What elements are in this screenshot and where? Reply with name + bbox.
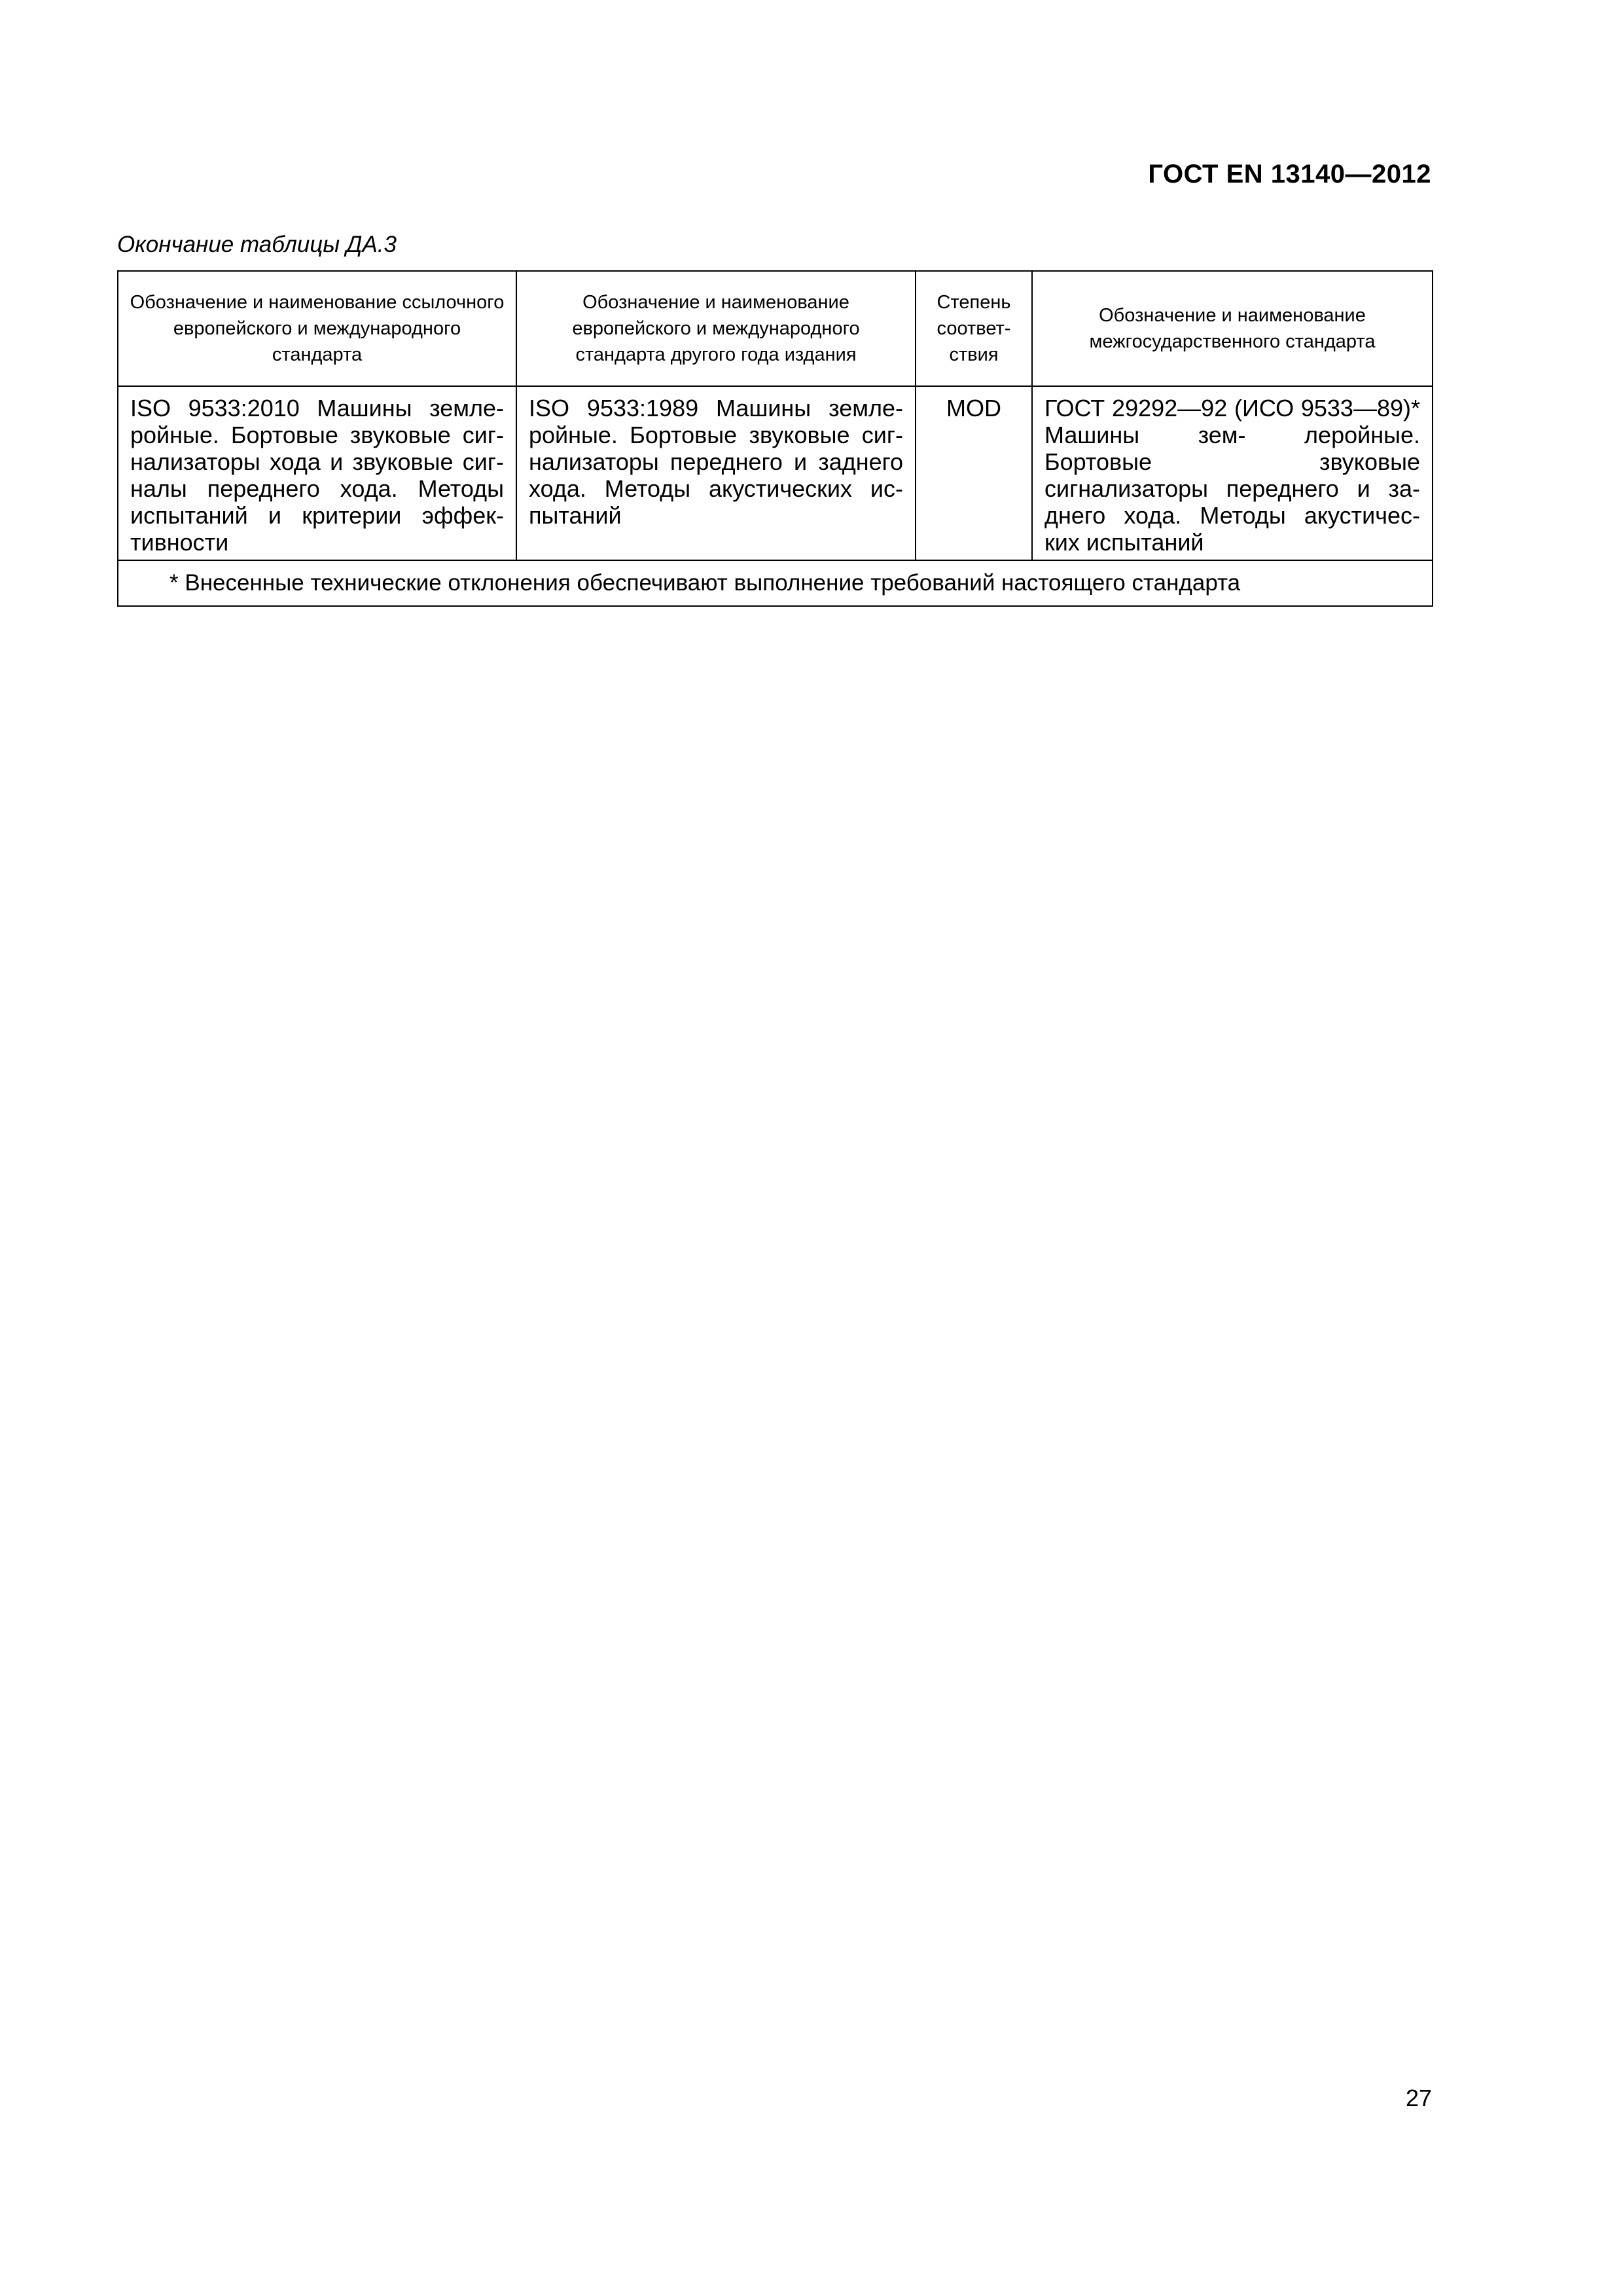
table-header [118,271,1433,386]
header-interstate-standard: Обозначение и наименование межгосударственного стандарта [1032,271,1433,386]
cell-conformity-degree: MOD [916,386,1032,560]
header-row [118,271,1433,386]
cell-reference-standard: ISO 9533:2010 Машины земле- ройные. Бортовые звуковые сиг- нализаторы хода и звуковые сиг- налы переднего хода. Методы испытаний и критерии эффек- тивности [118,386,516,560]
cell-interstate-standard: ГОСТ 29292—92 (ИСО 9533—89)* Машины зем- леройные. Бортовые звуковые сигнализаторы переднего и за- днего хода. Методы акустичес- ких испытаний [1032,386,1433,560]
table-footnote: * Внесенные технические отклонения обеспечивают выполнение требований настоящего стандарта [118,560,1433,606]
header-conformity-degree: Степень соответ- ствия [916,271,1032,386]
cell-other-year-standard: ISO 9533:1989 Машины земле- ройные. Бортовые звуковые сиг- нализаторы переднего и заднего хода. Методы акустических ис- пытаний [516,386,916,560]
page-number: 27 [1405,2085,1432,2111]
document-code: ГОСТ EN 13140—2012 [1148,160,1431,188]
table-caption: Окончание таблицы ДА.3 [117,232,397,257]
standards-table [117,270,1433,607]
table-body [118,386,1433,606]
table-row [118,386,1433,560]
header-other-year-standard: Обозначение и наименование европейского и международного стандарта другого года издания [516,271,916,386]
header-reference-standard: Обозначение и наименование ссылочного европейского и международного стандарта [118,271,516,386]
footnote-row [118,560,1433,606]
